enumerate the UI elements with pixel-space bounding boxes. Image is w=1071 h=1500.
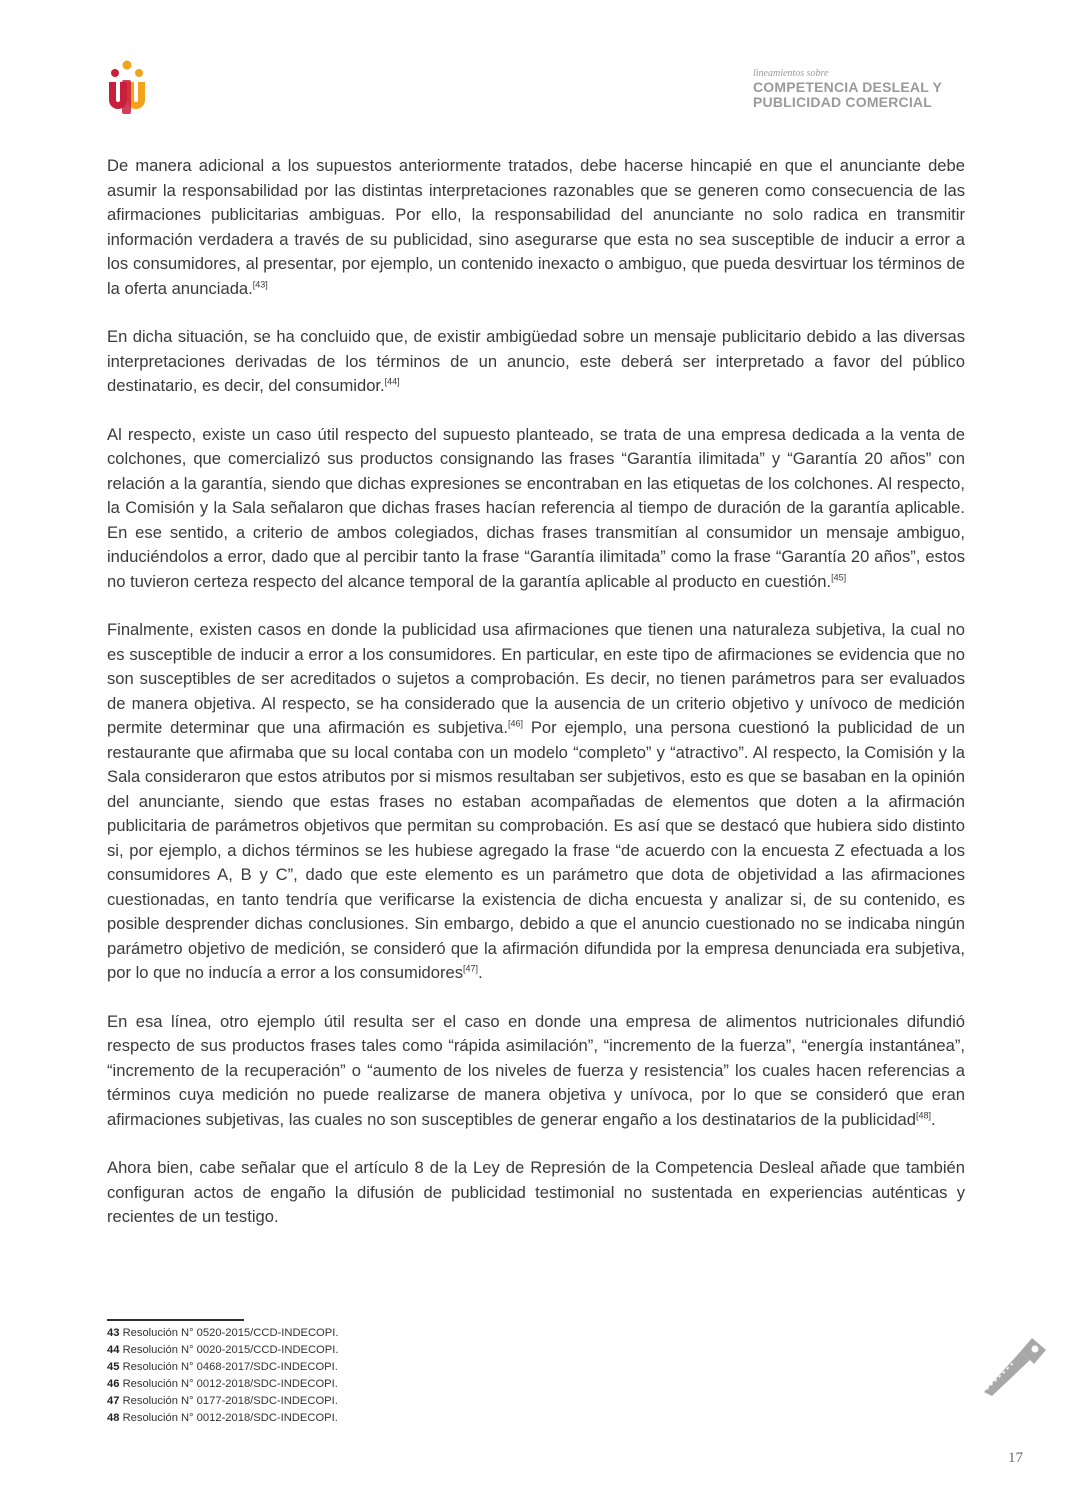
header-titles <box>753 68 963 110</box>
footnote-44: 44 Resolución N° 0020-2015/CCD-INDECOPI. <box>107 1344 339 1356</box>
footnote-ref-46[interactable]: [46] <box>508 718 524 729</box>
paragraph-4: Finalmente, existen casos en donde la publicidad usa afirmaciones que tienen una naturaleza subjetiva, la cual no es susceptible de inducir a error a los consumidores. En particular, en este tipo de afirmaciones se evidencia que no son susceptibles de ser acreditados o sujetos a comprobación. Es decir, no tienen parámetros para ser evaluados de manera objetiva. Al respecto, se ha considerado que la ausencia de un criterio objetivo y unívoco de medición permite determinar que una afirmación es subjetiva.[46] Por ejemplo, una persona cuestionó la publicidad de un restaurante que afirmaba que su local contaba con un modelo “completo” y “atractivo”. Al respecto, la Comisión y la Sala consideraron que estos atributos por si mismos resultaban ser subjetivos, esto es que se basaban en la opinión del anunciante, siendo que estas frases no estaban acompañadas de elementos que doten a la afirmación publicitaria de parámetros objetivos que permitan su comprobación. Es así que se destacó que hubiera sido distinto si, por ejemplo, a dichos términos se les hubiese agregado la frase “de acuerdo con la encuesta Z efectuada a los consumidores A, B y C”, dado que este elemento es un parámetro que dota de objetividad a las afirmaciones cuestionadas, en tanto tendría que verificarse la existencia de dicha encuesta y analizar si, de su contenido, es posible desprender dichas conclusiones. Sin embargo, debido a que el anuncio cuestionado no se indicaba ningún parámetro objetivo de medición, se consideró que la afirmación difundida por la empresa denunciada era subjetiva, por lo que no inducía a error a los consumidores[47]. <box>107 620 966 982</box>
footnote-48: 48 Resolución N° 0012-2018/SDC-INDECOPI. <box>107 1412 338 1424</box>
footnote-46: 46 Resolución N° 0012-2018/SDC-INDECOPI. <box>107 1378 338 1390</box>
footnote-43: 43 Resolución N° 0520-2015/CCD-INDECOPI. <box>107 1327 339 1339</box>
header-title-line1: COMPETENCIA DESLEAL Y <box>753 79 943 95</box>
footnote-47: 47 Resolución N° 0177-2018/SDC-INDECOPI. <box>107 1395 338 1407</box>
footnote-divider <box>107 1319 244 1321</box>
paragraph-5: En esa línea, otro ejemplo útil resulta ser el caso en donde una empresa de alimentos nutricionales difundió respecto de sus productos frases tales como “rápida asimilación”, “incremento de la fuerza”, “energía instantánea”, “incremento de la recuperación” o “aumento de los niveles de fuerza y resistencia” los cuales hacen referencias a términos cuya medición no puede realizarse de manera objetiva y unívoca, por lo que se consideró que eran afirmaciones subjetivas, las cuales no son susceptibles de generar engaño a los destinatarios de la publicidad[48]. <box>107 1011 965 1129</box>
indecopi-logo-icon <box>104 60 150 116</box>
paragraph-1: De manera adicional a los supuestos anteriormente tratados, debe hacerse hincapié en que el anunciante debe asumir la responsabilidad por las distintas interpretaciones razonables que se generen como consecuencia de las afirmaciones publicitarias ambiguas. Por ello, la responsabilidad del anunciante no solo radica en transmitir información verdadera a través de su publicidad, sino asegurarse que esta no sea susceptible de inducir a error a los consumidores, al presentar, por ejemplo, un contenido inexacto o ambiguo, que pueda desvirtuar los términos de la oferta anunciada.[43] <box>107 156 965 298</box>
footnotes <box>107 1325 507 1427</box>
header-subtitle: lineamientos sobre <box>753 68 829 79</box>
footnote-ref-43[interactable]: [43] <box>252 278 268 289</box>
paragraph-2: En dicha situación, se ha concluido que, de existir ambigüedad sobre un mensaje publicitario debido a las diversas interpretaciones derivadas de los términos de un anuncio, este deberá ser interpretado a favor del público destinatario, es decir, del consumidor.[44] <box>107 327 965 395</box>
footnote-45: 45 Resolución N° 0468-2017/SDC-INDECOPI. <box>107 1361 338 1373</box>
paragraph-3: Al respecto, existe un caso útil respecto del supuesto planteado, se trata de una empresa dedicada a la venta de colchones, que comercializó sus productos consignando las frases “Garantía ilimitada” y “Garantía 20 años” con relación a la garantía, siendo que dichas expresiones se encontraban en las etiquetas de los colchones. Al respecto, la Comisión y la Sala señalaron que dichas frases hacían referencia al tiempo de duración de la garantía aplicable. En ese sentido, a criterio de ambos colegiados, dichas frases transmitían al consumidor un mensaje ambiguo, induciéndolos a error, dado que al percibir tanto la frase “Garantía ilimitada” como la frase “Garantía 20 años”, estos no tuvieron certeza respecto del alcance temporal de la garantía aplicable al producto en cuestión.[45] <box>107 424 965 591</box>
footnote-ref-45[interactable]: [45] <box>831 571 847 582</box>
header-title-line2: PUBLICIDAD COMERCIAL <box>753 94 932 110</box>
footnote-ref-47[interactable]: [47] <box>463 963 479 974</box>
body-text <box>107 154 965 1254</box>
footnote-ref-48[interactable]: [48] <box>915 1109 931 1120</box>
footnote-ref-44[interactable]: [44] <box>384 376 400 387</box>
paragraph-6: Ahora bien, cabe señalar que el artículo 8 de la Ley de Represión de la Competencia Desleal añade que también configuran actos de engaño la difusión de publicidad testimonial no sustentada en experiencias auténticas y recientes de un testigo. <box>107 1158 965 1226</box>
page-number: 17 <box>1008 1450 1023 1466</box>
saw-icon <box>980 1330 1050 1396</box>
